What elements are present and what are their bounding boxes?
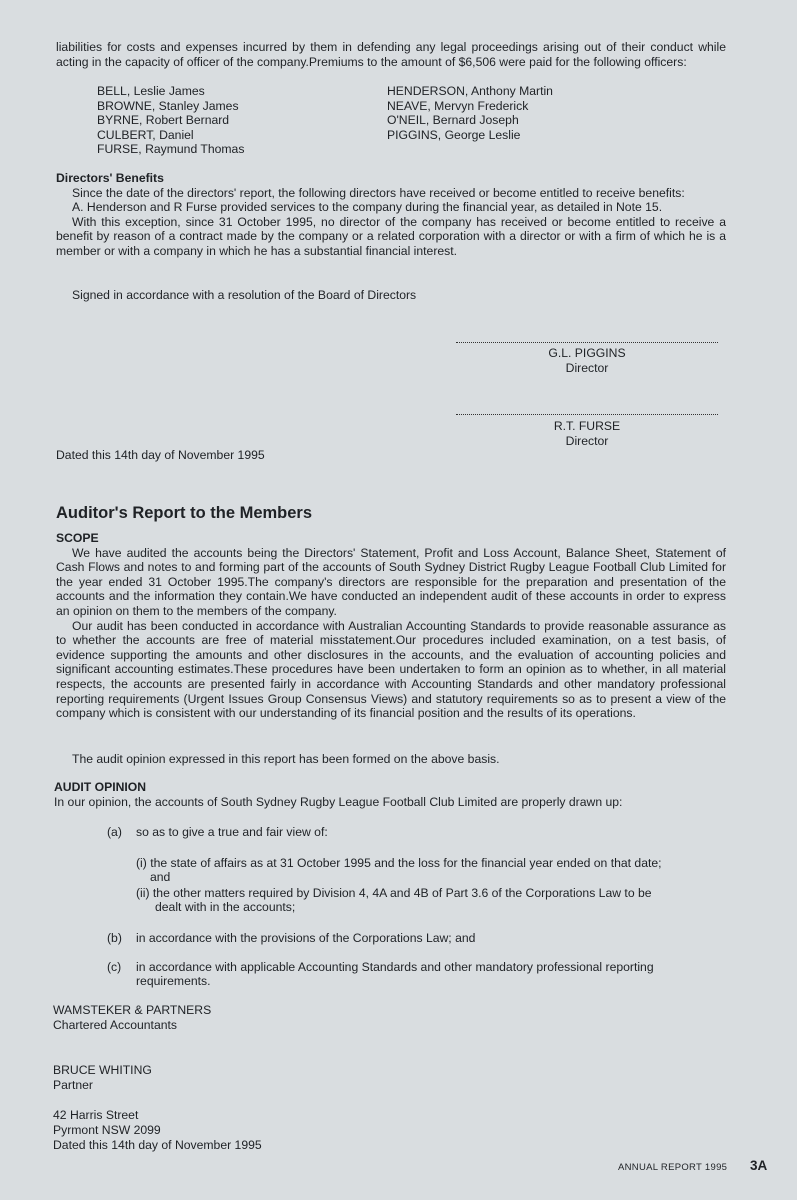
address-line: 42 Harris Street: [53, 1108, 139, 1122]
officer-name: FURSE, Raymund Thomas: [97, 142, 245, 156]
scope-section: [56, 531, 726, 721]
directors-benefits-section: [56, 171, 726, 259]
list-label: (b): [107, 931, 122, 945]
list-item: in accordance with the provisions of the Corporations Law; and: [136, 931, 476, 945]
officer-name: HENDERSON, Anthony Martin: [387, 84, 553, 98]
section-heading: Directors' Benefits: [56, 171, 164, 185]
address-line: Pyrmont NSW 2099: [53, 1123, 161, 1137]
paragraph: With this exception, since 31 October 1995, no director of the company has received or become entitled to receive a benefit by reason of a contract made by the company or a related corporation with a director or with a firm of which he is a member or with a company in which he has a substantial financial interest.: [56, 214, 726, 258]
paragraph: We have audited the accounts being the Directors' Statement, Profit and Loss Account, Balance Sheet, Statement of Cash Flows and notes to and forming part of the accounts of South Sydney District Rugby League Football Club Limited for the year ended 31 October 1995.The company's directors are responsible for the preparation and presentation of the accounts and the information they contain.We have conducted an independent audit of these accounts in order to express an opinion on them to the members of the company.: [56, 545, 726, 618]
officer-name: PIGGINS, George Leslie: [387, 127, 521, 142]
list-label: (c): [107, 960, 122, 974]
signatory-name: G.L. PIGGINS: [548, 346, 626, 360]
sub-item-cont: dealt with in the accounts;: [155, 900, 296, 914]
officer-name: O'NEIL, Bernard Joseph: [387, 113, 519, 127]
officer-name: BROWNE, Stanley James: [97, 98, 239, 113]
firm-desc: Chartered Accountants: [53, 1018, 177, 1032]
paragraph: Our audit has been conducted in accordance with Australian Accounting Standards to provide reasonable assurance as to whether the accounts are free of material misstatement.Our procedures included examination, on a test basis, of evidence supporting the amounts and other disclosures in the accounts, and the evaluation of accounting policies and significant accounting estimates.These procedures have been undertaken to form an opinion as to whether, in all material respects, the accounts are presented fairly in accordance with Accounting Standards and other mandatory professional reporting requirements (Urgent Issues Group Consensus Views) and statutory requirements so as to present a view of the company which is consistent with our understanding of its financial position and the results of its operations.: [56, 618, 726, 721]
sub-item: (ii) the other matters required by Division 4, 4A and 4B of Part 3.6 of the Corporations Law to be: [136, 886, 652, 900]
list-item: in accordance with applicable Accounting Standards and other mandatory professional reporting: [136, 960, 654, 974]
signature-line: [456, 414, 718, 415]
partner-name: BRUCE WHITING: [53, 1063, 152, 1077]
signatory-block: [456, 346, 718, 375]
officer-name: BYRNE, Robert Bernard: [97, 113, 230, 127]
signatory-name: R.T. FURSE: [553, 419, 621, 433]
signed-statement: Signed in accordance with a resolution of the Board of Directors: [72, 288, 417, 302]
sub-item: (i) the state of affairs as at 31 October 1995 and the loss for the financial year ended on that date;: [136, 856, 662, 870]
footer-label: ANNUAL REPORT 1995: [618, 1162, 728, 1173]
signatory-role: Director: [565, 360, 609, 375]
dated-line: Dated this 14th day of November 1995: [56, 448, 265, 462]
paragraph: Since the date of the directors' report, the following directors have received or become entitled to receive benefits:: [72, 185, 685, 200]
sub-item-cont: and: [150, 870, 171, 884]
dated-line: Dated this 14th day of November 1995: [53, 1138, 262, 1152]
signatory-block: [456, 419, 718, 448]
officers-list-right: [387, 84, 553, 142]
list-item-cont: requirements.: [136, 974, 211, 988]
intro-paragraph: liabilities for costs and expenses incurred by them in defending any legal proceedings arising out of their conduct while acting in the capacity of officer of the company.Premiums to the amount of $6,506 were paid for the following officers:: [56, 40, 726, 69]
paragraph: A. Henderson and R Furse provided services to the company during the financial year, as detailed in Note 15.: [72, 200, 663, 215]
section-heading: AUDIT OPINION: [54, 780, 147, 794]
officers-list-left: [97, 84, 244, 157]
auditor-report-title: Auditor's Report to the Members: [56, 504, 313, 522]
firm-name: WAMSTEKER & PARTNERS: [53, 1003, 212, 1017]
officer-name: CULBERT, Daniel: [97, 127, 194, 142]
list-item: so as to give a true and fair view of:: [136, 825, 328, 839]
officer-name: NEAVE, Mervyn Frederick: [387, 98, 529, 113]
officer-name: BELL, Leslie James: [97, 84, 205, 98]
section-heading: SCOPE: [56, 531, 99, 545]
paragraph: In our opinion, the accounts of South Sydney Rugby League Football Club Limited are properly drawn up:: [54, 795, 623, 809]
signatory-role: Director: [565, 433, 609, 448]
partner-role: Partner: [53, 1078, 93, 1092]
signature-line: [456, 342, 718, 343]
page-number: 3A: [750, 1158, 768, 1173]
list-label: (a): [107, 825, 122, 839]
paragraph: The audit opinion expressed in this report has been formed on the above basis.: [72, 752, 500, 766]
